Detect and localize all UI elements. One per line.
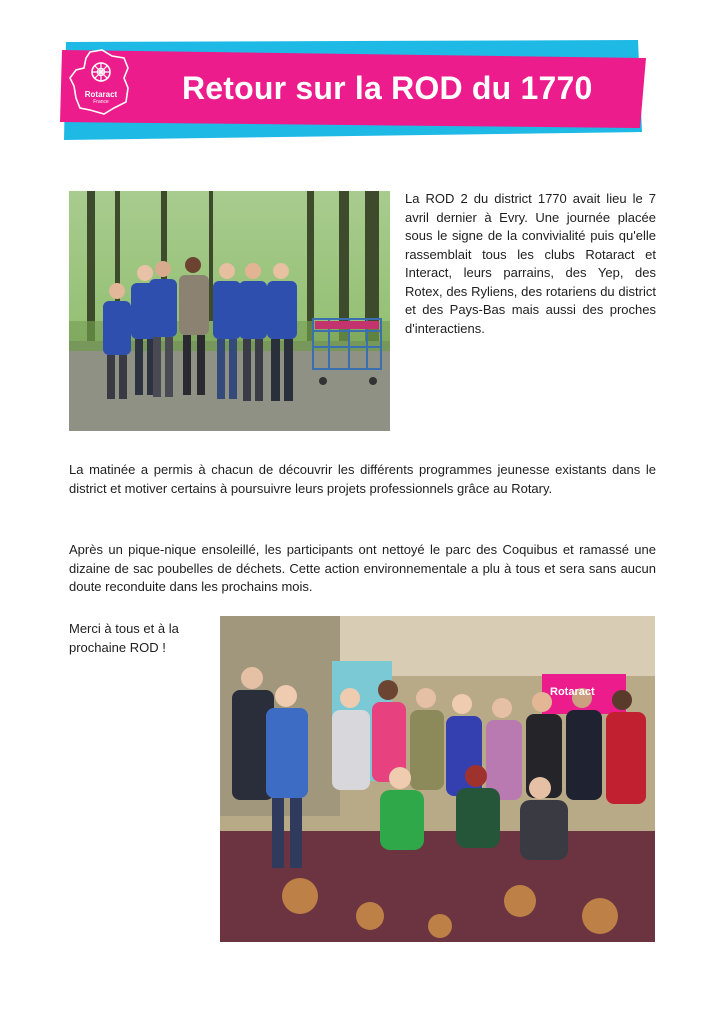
header-banner [56,36,648,144]
thanks-line-2: prochaine ROD ! [69,639,166,655]
indoor-group-photo [220,616,655,942]
rotary-wheel-icon [92,63,110,81]
rotaract-banner-text: Rotaract [550,686,595,698]
intro-paragraph: La ROD 2 du district 1770 avait lieu le 7 avril dernier à Evry. Une journée placée sous le signe de la convivialité puis qu'elle rassemblait tous les clubs Rotaract et Interact, leurs parrains, des Yep, des Rotex, des Ryliens, des rotariens du district et des Pays-Bas mais aussi des proches d'interactiens. [405,191,656,336]
page-title: Retour sur la ROD du 1770 [182,70,593,106]
park-group-photo [69,191,390,431]
thanks-line-1: Merci à tous et à la [69,621,179,636]
paragraph-morning: La matinée a permis à chacun de découvrir les différents programmes jeunesse existants dans le district et motiver certains à poursuivre leurs projets professionnels grâce au Rotary. [69,462,656,496]
france-map-icon [68,48,134,118]
rotaract-france-logo [68,48,134,118]
logo-name: Rotaract [84,90,118,99]
thanks-text [69,620,214,657]
logo-subtitle: France [93,99,109,105]
paragraph-cleanup: Après un pique-nique ensoleillé, les participants ont nettoyé le parc des Coquibus et ramassé une dizaine de sac poubelles de déchets. Cette action environnementale a plu à tous et sera sans aucun doute reconduite dans les prochains mois. [69,542,656,594]
